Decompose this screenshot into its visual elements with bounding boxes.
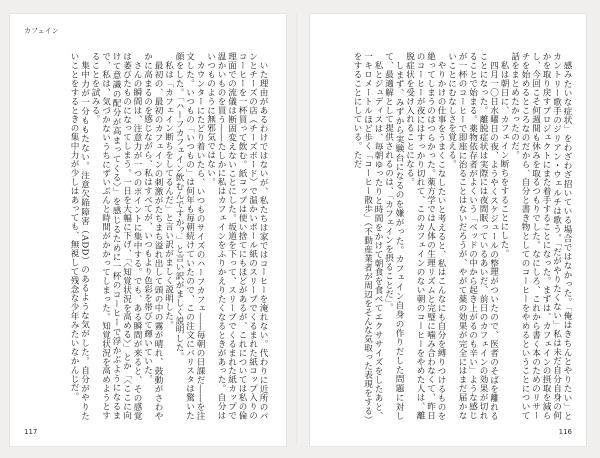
running-head: カフェイン xyxy=(24,27,59,35)
left-page xyxy=(10,14,286,446)
paragraph: 私は「カフェイン断ちをしてるんだ」と言い訳がましく説明した。 xyxy=(163,60,174,330)
paragraph: いた理由があるわけではないが、私たちは家ではコーヒーを淹れない。代わりに近所のパンとチーズの店（チーズボード）で温かいボール紙のスリーブでくるまれた紙コップ入りのコーヒーを一杯買って飲む。紙コップは使い捨てにもほどがあるが、これについては私の倫理面での流儀は断固変えないことにした。坂道を下って、スリーブでくるまれた紙カップで温かいものを買う――たしかに私はカフェインをふりかえりたくなるときがあった。自分はいつものように無邪気ではない。 xyxy=(205,52,268,420)
book-gutter xyxy=(296,14,300,446)
paragraph: 私は朝日に、カフェイン断ちをすることにした。 xyxy=(499,60,509,258)
paragraph: 最初の、最初のカフェインの刺激がたちまち溢れ出して頭の中の霧が晴れ、鼓動がさわやかに高まるのを感じながら、私はすべてが、いつもより色彩を帯びて輝いていた。 xyxy=(142,52,163,420)
paragraph: しまず、みずから実験台になるのを嫌がった。カフェイン自身の作りだした問題に対して、最適解として提供されるのは、「カフェインを摂ることだ」。 xyxy=(383,52,404,420)
paragraph: やりかけの仕事をうまくこなしたいと考えると、私はこんなにも自分を縛りつけるものを絶ってしまうのはつらかった。薬方学では人体の生理リズムと完璧に噛み合わなくて、昨日のコーヒーが夜にはすっかり切れて、このカフェインのない朝のコーヒーをやめた人は、離脱症状を受け入れることになる。 xyxy=(404,52,446,420)
page-number-left: 117 xyxy=(24,428,38,436)
left-page-body xyxy=(28,52,268,420)
paragraph: 集中力が一分ももたない。注意欠陥障害（ADD）のあるような気がした。自分がやりたいことをするときの集中力が少しはあっても、無視して残念な少年みたいなかんじだ。 xyxy=(69,52,90,420)
paragraph: 感みたいな症状」をわざわざ招いている場合ではなかった。「俺はきちんとやりたい」とカントリー歌手のジリアン・ウェルチは歌う。「だがやりたくない」私は未だ自分自身の何かを取り戻すプロジェクトにまた着手することになった。まずは、カフェインの摂取を減らし、今回こそ何週間も休みを取るつもりでした。なにしろ、これから書く本のためのリサーチを始めるところなのだから、自分と書き物としてのコーヒーをやめるということについて話をまとめたかったのだ。 xyxy=(509,52,572,420)
paragraph: 四月一〇日水曜日の夜、ようやくスケジュールの整理がついたので、医者のそばを離れることになった。離脱症状は実際には夜間眠っているあいだ、前日のカフェインの効果が切れることで始まる。薬物依存者がよくいう「ベッドの中から起き上がるのも辛い」ような感じが一杯のコーヒーで即座に治ることはないだろうが、やがて薬の効果が完全にはまだ届かないことにむなしさを覚える。 xyxy=(446,52,499,420)
right-page-body xyxy=(340,52,572,420)
paragraph: カウンターにたどり着いたら、いつものサイズのハーフカフェ――毎朝の日課だ――を注文した。いつもの「いつもの」は何年も毎朝続けていたので、この注文にバリスタは驚いた顔をした。「ハーフカフェイン飲むんですか？」と言い訳がましく説明した。 xyxy=(174,52,205,420)
paragraph: 私とジュディスは、毎朝ゆったりと時間をかけて朝食を食べてエクササイズをしたあと、一キロメートルほど歩く「コーヒー散歩」（不動産業者が周辺をそんな気取った表現をする）をすることにしている。ただ xyxy=(352,52,383,420)
right-page xyxy=(310,14,586,446)
paragraph: さんの瞬間は、注意力が一つのポイントに集中する。でも、ある瞬間が来ると、その感覚は萎びたものになってしまう。一日を大幅に下げ、「〈知覚状況を高める〉」とか「〈ここに向けて意識の配分が高まってくる〉」を感じるために一杯のコーヒーで浮かぶようになるまで、私は、気づかないうちにずいぶんと時間がかかってしまった。知覚状況を高めようとすることを試みる。 xyxy=(90,52,142,420)
page-number-right: 116 xyxy=(558,428,572,436)
